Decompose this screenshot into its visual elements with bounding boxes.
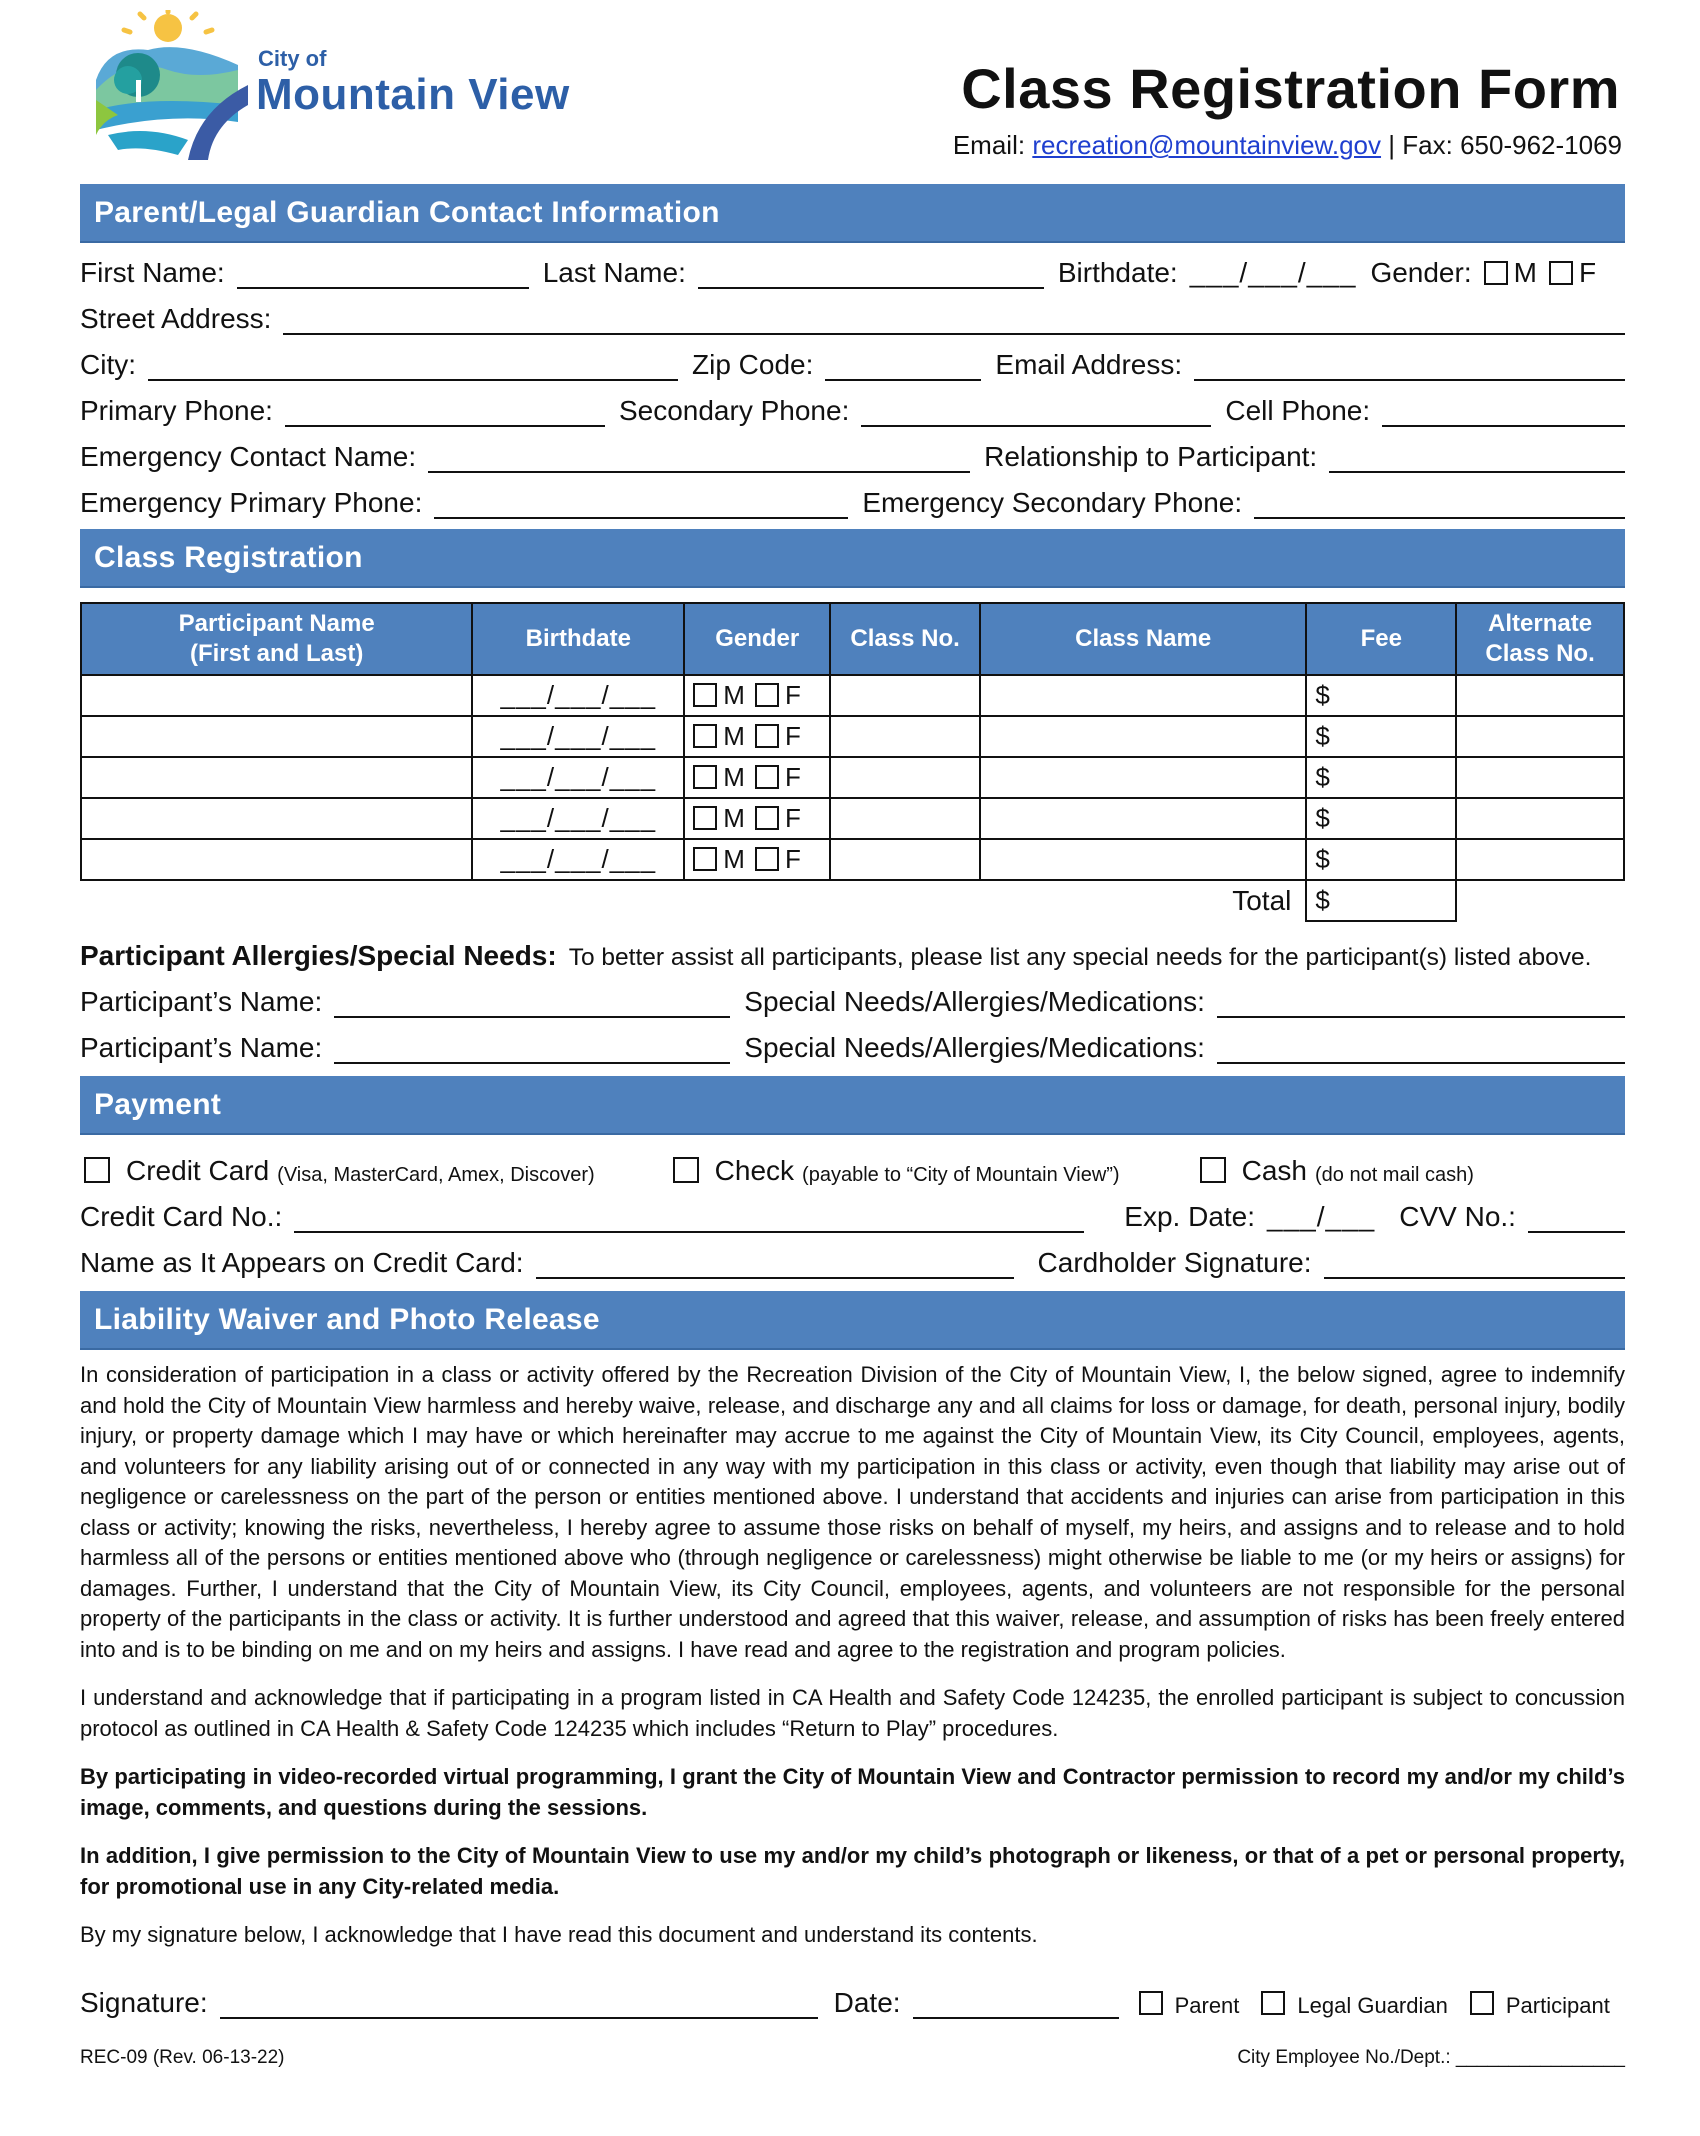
check-label: Check — [714, 1155, 795, 1186]
gender-m-label: M — [723, 679, 745, 710]
participant-checkbox[interactable] — [1470, 1991, 1494, 2015]
logo-city-of: City of — [258, 46, 327, 71]
cc-no-label: Credit Card No.: — [80, 1201, 283, 1232]
gender-m-label: M — [723, 761, 745, 792]
total-row — [81, 880, 1624, 921]
gender-f-label: F — [784, 802, 801, 833]
cash-checkbox[interactable] — [1200, 1157, 1226, 1183]
emergency-row — [80, 427, 1625, 473]
alternate-class-cell[interactable] — [1456, 716, 1624, 757]
separator: | — [1388, 130, 1396, 160]
date-label: Date: — [833, 1986, 901, 2018]
waiver-section-heading: Liability Waiver and Photo Release — [80, 1291, 1625, 1350]
gender-f-checkbox[interactable] — [755, 724, 779, 748]
birthdate-cell[interactable]: ___/___/___ — [472, 716, 684, 757]
primary-phone-field[interactable] — [285, 395, 605, 427]
emergency-primary-label: Emergency Primary Phone: — [80, 487, 423, 518]
class-no-cell[interactable] — [830, 675, 980, 716]
gender-m-label: M — [723, 802, 745, 833]
signature-field[interactable] — [220, 1987, 818, 2019]
birthdate-cell[interactable]: ___/___/___ — [472, 757, 684, 798]
gender-m-checkbox[interactable] — [1484, 261, 1508, 285]
allergies-row-1 — [80, 972, 1625, 1018]
class-name-cell[interactable] — [980, 798, 1306, 839]
cvv-field[interactable] — [1528, 1201, 1625, 1233]
credit-card-checkbox[interactable] — [84, 1157, 110, 1183]
credit-card-note: (Visa, MasterCard, Amex, Discover) — [277, 1164, 595, 1186]
gender-f-label: F — [784, 843, 801, 874]
employee-blank[interactable]: ________________ — [1455, 2046, 1625, 2068]
special-needs-field[interactable] — [1217, 986, 1625, 1018]
name-row — [80, 243, 1625, 289]
birthdate-cell[interactable]: ___/___/___ — [472, 798, 684, 839]
alternate-class-cell[interactable] — [1456, 798, 1624, 839]
table-row — [81, 798, 1624, 839]
special-needs-field[interactable] — [1217, 1032, 1625, 1064]
gender-f-label: F — [1578, 257, 1597, 288]
fee-cell[interactable]: $ — [1306, 798, 1456, 839]
logo-name: Mountain View — [256, 70, 570, 119]
secondary-phone-field[interactable] — [861, 395, 1211, 427]
city-row — [80, 335, 1625, 381]
class-name-cell[interactable] — [980, 757, 1306, 798]
credit-card-label: Credit Card — [126, 1155, 270, 1186]
waiver-paragraph-3: By participating in video-recorded virtual programming, I grant the City of Mountain View and Contractor permission to record my and/or my child’s image, comments, and questions during the sessions. — [80, 1764, 1625, 1820]
class-name-cell[interactable] — [980, 675, 1306, 716]
cash-label: Cash — [1241, 1155, 1307, 1186]
class-name-cell[interactable] — [980, 716, 1306, 757]
alternate-class-cell[interactable] — [1456, 757, 1624, 798]
col-alternate-class: Alternate Class No. — [1456, 603, 1624, 675]
city-field[interactable] — [148, 349, 678, 381]
emergency-primary-field[interactable] — [434, 487, 848, 519]
first-name-field[interactable] — [237, 257, 529, 289]
table-row — [81, 757, 1624, 798]
signature-label: Signature: — [80, 1986, 208, 2018]
gender-m-label: M — [723, 720, 745, 751]
participant-label: Participant — [1505, 1992, 1610, 2018]
col-gender: Gender — [684, 603, 830, 675]
table-row — [81, 839, 1624, 880]
total-fee-cell[interactable]: $ — [1306, 880, 1456, 921]
guardian-section-heading: Parent/Legal Guardian Contact Information — [80, 184, 1625, 243]
cc-no-field[interactable] — [294, 1201, 1084, 1233]
legal-guardian-label: Legal Guardian — [1297, 1992, 1448, 2018]
zip-label: Zip Code: — [692, 349, 814, 380]
col-participant-name: Participant Name (First and Last) — [81, 603, 472, 675]
cell-phone-label: Cell Phone: — [1225, 395, 1371, 426]
check-checkbox[interactable] — [673, 1157, 699, 1183]
check-note: (payable to “City of Mountain View”) — [802, 1164, 1120, 1186]
street-label: Street Address: — [80, 303, 272, 334]
emergency-name-field[interactable] — [428, 441, 970, 473]
email-address-label: Email Address: — [995, 349, 1183, 380]
waiver-paragraph-4: In addition, I give permission to the City of Mountain View to use my and/or my child’s photograph or likeness, or that of a pet or personal property, for promotional use in any City-related media. — [80, 1843, 1625, 1899]
registration-table — [80, 602, 1625, 922]
employee-label: City Employee No./Dept.: — [1237, 2046, 1451, 2068]
birthdate-label: Birthdate: — [1057, 257, 1178, 288]
name-on-card-label: Name as It Appears on Credit Card: — [80, 1247, 524, 1278]
class-no-cell[interactable] — [830, 839, 980, 880]
email-link[interactable]: recreation@mountainview.gov — [1032, 130, 1382, 160]
class-no-cell[interactable] — [830, 798, 980, 839]
gender-f-checkbox[interactable] — [1549, 261, 1573, 285]
special-needs-label: Special Needs/Allergies/Medications: — [744, 1032, 1205, 1063]
cardholder-sig-label: Cardholder Signature: — [1037, 1247, 1312, 1278]
gender-cell — [684, 798, 830, 839]
fee-cell[interactable]: $ — [1306, 675, 1456, 716]
total-empty-cell — [1456, 880, 1624, 921]
parent-checkbox[interactable] — [1139, 1991, 1163, 2015]
last-name-label: Last Name: — [542, 257, 686, 288]
gender-f-checkbox[interactable] — [755, 765, 779, 789]
card-name-row — [80, 1233, 1625, 1279]
class-no-cell[interactable] — [830, 716, 980, 757]
signature-row — [80, 1969, 1625, 2019]
emergency-secondary-field[interactable] — [1254, 487, 1625, 519]
fee-cell[interactable]: $ — [1306, 716, 1456, 757]
fee-cell[interactable]: $ — [1306, 839, 1456, 880]
cardholder-sig-field[interactable] — [1324, 1247, 1626, 1279]
cell-phone-field[interactable] — [1382, 395, 1625, 427]
participant-name-cell[interactable] — [81, 839, 472, 880]
emergency-name-label: Emergency Contact Name: — [80, 441, 417, 472]
gender-m-label: M — [1513, 257, 1537, 288]
revision-code: REC-09 (Rev. 06-13-22) — [80, 2046, 285, 2068]
table-row — [81, 675, 1624, 716]
gender-f-checkbox[interactable] — [755, 683, 779, 707]
waiver-paragraph-2: I understand and acknowledge that if participating in a program listed in CA Health and Safety Code 124235, the enrolled participant is subject to concussion protocol as outlined in CA Health & Safety Code 124235 which includes “Return to Play” procedures. — [80, 1685, 1625, 1741]
cash-note: (do not mail cash) — [1314, 1164, 1474, 1186]
emergency-secondary-label: Emergency Secondary Phone: — [862, 487, 1243, 518]
relationship-label: Relationship to Participant: — [984, 441, 1318, 472]
gender-m-checkbox[interactable] — [693, 724, 717, 748]
gender-f-label: F — [784, 679, 801, 710]
gender-cell — [684, 757, 830, 798]
gender-f-label: F — [784, 720, 801, 751]
zip-field[interactable] — [825, 349, 981, 381]
birthdate-cell[interactable]: ___/___/___ — [472, 839, 684, 880]
exp-date-field[interactable]: ___/___ — [1267, 1201, 1376, 1232]
birthdate-cell[interactable]: ___/___/___ — [472, 675, 684, 716]
waiver-paragraph-5: By my signature below, I acknowledge that I have read this document and understand its contents. — [80, 1922, 1038, 1947]
gender-cell — [684, 839, 830, 880]
name-on-card-field[interactable] — [536, 1247, 1014, 1279]
table-header-row — [81, 603, 1624, 675]
participant-name-label: Participant’s Name: — [80, 1032, 323, 1063]
gender-m-checkbox[interactable] — [693, 683, 717, 707]
table-row — [81, 716, 1624, 757]
footer — [80, 2047, 1625, 2069]
col-class-no: Class No. — [830, 603, 980, 675]
gender-f-checkbox[interactable] — [755, 806, 779, 830]
fax-label: Fax: — [1402, 130, 1453, 160]
street-row — [80, 289, 1625, 335]
payment-method-row — [80, 1135, 1625, 1187]
street-field[interactable] — [283, 303, 1625, 335]
waiver-paragraph-1: In consideration of participation in a class or activity offered by the Recreation Division of the City of Mountain View, I, the below signed, agree to indemnify and hold the City of Mountain View harmless and hereby waive, release, and discharge any and all claims for loss or damage, for death, personal injury, bodily injury, or property damage which I may have or which hereinafter may accrue to me against the City of Mountain View, its City Council, employees, agents, and volunteers for any liability arising out of or connected in any way with my participation in this class or activity, even though that liability may arise out of negligence or carelessness on the part of the person or entities mentioned above. I understand that accidents and injuries can arise from participation in this class or activity; knowing the risks, nevertheless, I hereby agree to assume those risks on behalf of myself, my heirs, and assigns and to release and to hold harmless all of the persons or entities mentioned above who (through negligence or carelessness) might otherwise be liable to me (or my heirs or assigns) for damages. Further, I understand that the City of Mountain View, its City Council, employees, agents, and volunteers are not responsible for the personal property of the participants in the class or activity. It is further understood and agreed that this waiver, release, and assumption of risks has been freely entered into and is to be binding on me and on my heirs and assigns. I have read and agree to the registration and program policies. — [80, 1362, 1625, 1662]
gender-f-label: F — [784, 761, 801, 792]
legal-guardian-checkbox[interactable] — [1261, 1991, 1285, 2015]
gender-m-label: M — [723, 843, 745, 874]
col-birthdate: Birthdate — [472, 603, 684, 675]
special-needs-label: Special Needs/Allergies/Medications: — [744, 986, 1205, 1017]
fee-cell[interactable]: $ — [1306, 757, 1456, 798]
city-label: City: — [80, 349, 136, 380]
participant-name-field[interactable] — [334, 1032, 730, 1064]
primary-phone-label: Primary Phone: — [80, 395, 273, 426]
first-name-label: First Name: — [80, 257, 225, 288]
participant-name-cell[interactable] — [81, 757, 472, 798]
allergies-title: Participant Allergies/Special Needs: — [80, 940, 557, 971]
alternate-class-cell[interactable] — [1456, 839, 1624, 880]
date-field[interactable] — [913, 1987, 1119, 2019]
form-title: Class Registration Form — [961, 57, 1620, 120]
allergies-intro-row — [80, 922, 1625, 972]
employee-field — [1237, 2047, 1625, 2069]
parent-label: Parent — [1174, 1992, 1240, 2018]
allergies-row-2 — [80, 1018, 1625, 1064]
card-number-row — [80, 1187, 1625, 1233]
allergies-text: To better assist all participants, please list any special needs for the participant(s) listed above. — [568, 944, 1592, 971]
total-label-cell — [81, 880, 1306, 921]
total-label: Total — [1232, 885, 1292, 916]
last-name-field[interactable] — [698, 257, 1044, 289]
participant-name-cell[interactable] — [81, 675, 472, 716]
phone-row — [80, 381, 1625, 427]
gender-m-checkbox[interactable] — [693, 806, 717, 830]
participant-name-label: Participant’s Name: — [80, 986, 323, 1017]
gender-cell — [684, 716, 830, 757]
form-body — [80, 0, 1625, 2069]
relationship-field[interactable] — [1329, 441, 1625, 473]
gender-m-checkbox[interactable] — [693, 847, 717, 871]
registration-section-heading: Class Registration — [80, 529, 1625, 588]
col-fee: Fee — [1306, 603, 1456, 675]
gender-label: Gender: — [1370, 257, 1472, 288]
exp-date-label: Exp. Date: — [1124, 1201, 1256, 1232]
col-class-name: Class Name — [980, 603, 1306, 675]
email-label: Email: — [952, 130, 1026, 160]
birthdate-field[interactable]: ___/___/___ — [1189, 257, 1357, 288]
emergency-phone-row — [80, 473, 1625, 519]
gender-m-checkbox[interactable] — [693, 765, 717, 789]
gender-f-checkbox[interactable] — [755, 847, 779, 871]
participant-name-cell[interactable] — [81, 798, 472, 839]
alternate-class-cell[interactable] — [1456, 675, 1624, 716]
participant-name-field[interactable] — [334, 986, 730, 1018]
class-name-cell[interactable] — [980, 839, 1306, 880]
cvv-label: CVV No.: — [1399, 1201, 1516, 1232]
payment-section-heading: Payment — [80, 1076, 1625, 1135]
class-no-cell[interactable] — [830, 757, 980, 798]
secondary-phone-label: Secondary Phone: — [618, 395, 850, 426]
participant-name-cell[interactable] — [81, 716, 472, 757]
gender-cell — [684, 675, 830, 716]
email-address-field[interactable] — [1194, 349, 1625, 381]
fax-number: 650-962-1069 — [1460, 130, 1622, 160]
